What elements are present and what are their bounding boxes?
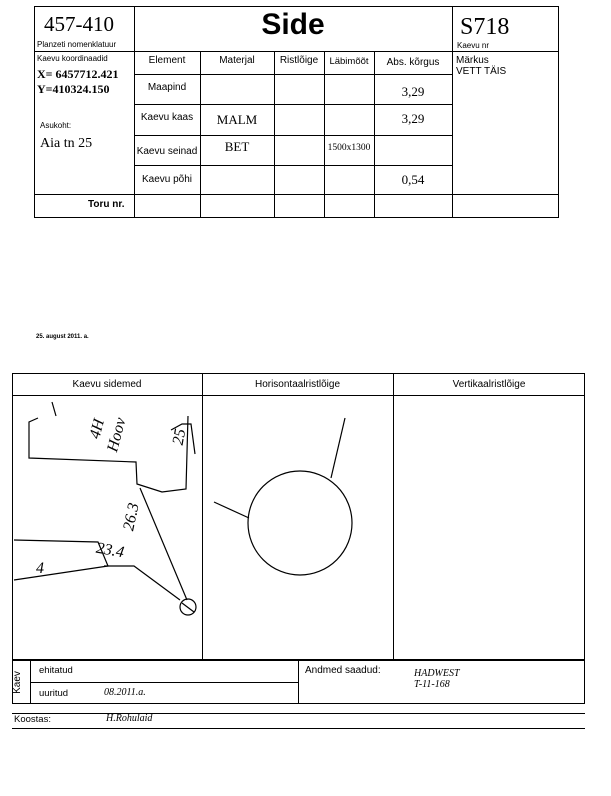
label-distance-1: 26.3 [120,501,143,533]
y-coordinate: Y=410324.150 [37,82,110,96]
remarks-value: VETT TÄIS [456,66,507,77]
kaev-label: Kaev [11,671,23,694]
x-coordinate: X= 6457712.421 [37,67,119,81]
data-from-label: Andmed saadud: [305,665,381,676]
house-4-outline [14,540,108,580]
data-from-value-2: T-11-168 [414,679,450,690]
panel-title-horizontal: Horisontaalristlõige [254,379,341,390]
pipe-line-1 [331,418,345,478]
distance-line-1 [140,488,187,600]
well-no-label: Kaevu nr [457,41,490,50]
row-height: 0,54 [401,172,425,187]
label-hoov: Hoov [104,415,130,454]
row-material: MALM [216,112,258,127]
col-element: Element [148,55,186,66]
row-element: Kaevu seinad [136,146,198,157]
label-25: 25 [169,427,190,447]
row-element: Maapind [147,82,187,93]
pipe-line-2 [214,502,249,518]
row-diameter: 1500x1300 [327,143,371,153]
author-label: Koostas: [14,714,51,725]
author-value: H.Rohulaid [106,713,153,724]
row-element: Kaevu põhi [141,174,193,185]
col-height: Abs. kõrgus [386,57,440,68]
building-outline [29,416,188,492]
panel-title-links: Kaevu sidemed [72,379,142,390]
surveyed-value: 08.2011.a. [104,687,146,698]
panel-title-vertical: Vertikaalristlõige [452,379,526,390]
date-text: 25. august 2011. a. [36,334,89,340]
nomenclature-label: Planzeti nomenklatuur [37,40,117,49]
label-building: 4H [86,417,109,441]
row-height: 3,29 [401,84,425,99]
pipe-label: Toru nr. [88,199,125,210]
data-from-value-1: HADWEST [414,668,460,679]
col-cross: Ristlõige [279,55,319,66]
surveyed-label: uuritud [39,688,69,699]
well-cross-section [248,471,352,575]
row-element: Kaevu kaas [140,112,194,123]
nomenclature-value: 457-410 [44,12,114,36]
row-height: 3,29 [401,111,425,126]
label-house-4: 4 [36,560,44,577]
col-diameter: Läbimõõt [329,56,369,67]
coords-label: Kaevu koordinaadid [37,54,108,63]
property-line [52,402,56,416]
card-title: Side [261,8,325,41]
location-label: Asukoht: [40,121,72,130]
col-material: Materjal [219,55,255,66]
label-distance-2: 23.4 [94,539,126,562]
distance-line-2 [104,566,180,600]
well-id: S718 [460,14,510,40]
row-material: BET [224,139,250,154]
built-label: ehitatud [39,665,73,676]
remarks-label: Märkus [456,55,489,66]
location-value: Aia tn 25 [40,136,93,151]
horizontal-section-sketch [203,396,393,659]
